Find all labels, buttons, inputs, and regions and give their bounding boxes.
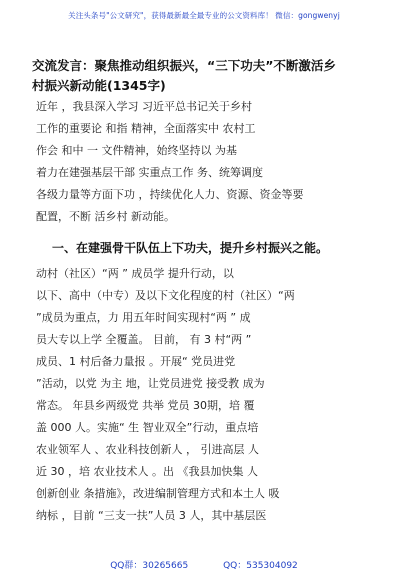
body-paragraph xyxy=(36,263,380,527)
text-line: 作会 和中 一 文件精神，始终坚持以 为基 xyxy=(36,144,237,157)
text-line: 以下、高中（中专）及以下文化程度的村（社区）“两 xyxy=(36,289,295,302)
text-line: 纳标 ，目前 “三支一扶”人员 3 人，其中基层医 xyxy=(36,509,267,522)
text-line: ”活动，以党 为主 地，让党员进党 接受教 成为 xyxy=(36,377,265,390)
header-banner: 关注头条号"公文研究"，获得最新最全最专业的公文资料库！ 微信：gongwenyj xyxy=(68,11,340,20)
footer-contact xyxy=(0,558,408,571)
text-line: 着力在建强基层干部 实重点工作 务、统筹调度 xyxy=(36,166,263,179)
text-line: 工作的重要论 和指 精神，全面落实中 农村工 xyxy=(36,122,256,135)
text-line: ”成员为重点，力 用五年时间实现村“两 ” 成 xyxy=(36,311,251,324)
text-line: 各级力量等方面下功 ，持续优化人力、资源、资金等要 xyxy=(36,188,304,201)
title-line: 交流发言：聚焦推动组织振兴，“三下功夫”不断激活乡 xyxy=(32,58,336,73)
title-line: 村振兴新动能(1345字) xyxy=(32,78,166,93)
text-line: 农业领军人 、农业科技创新人 ， 引进高层 人 xyxy=(36,443,259,456)
qq-group-text: QQ群：30265665 xyxy=(110,561,189,571)
text-line: 盖 000 人。实施“ 生 智业双全”行动，重点培 xyxy=(36,421,259,434)
text-line: 动村（社区）“两 ” 成员学 提升行动，以 xyxy=(36,267,234,280)
text-line: 常态。 年县乡两级党 共举 党员 30期，培 覆 xyxy=(36,399,255,412)
intro-paragraph xyxy=(36,96,380,228)
text-line: 配置，不断 活乡村 新动能。 xyxy=(36,210,175,223)
section-heading: 一、在建强骨干队伍上下功夫，提升乡村振兴之能。 xyxy=(52,241,329,255)
text-line: 创新创业 条措施》，改进编制管理方式和本土人 吸 xyxy=(36,487,280,500)
text-line: 近年 ，我县深入学习 习近平总书记关于乡村 xyxy=(36,100,252,113)
document-title xyxy=(32,56,377,96)
qq-text: QQ：535304092 xyxy=(223,561,298,571)
text-line: 员大专以上学 全覆盖。 目前， 有 3 村“两 ” xyxy=(36,333,252,346)
text-line: 成员、1 村后备力量报 。开展“ 党员进党 xyxy=(36,355,236,368)
text-line: 近 30 ，培 农业技术人 。出 《我县加快集 人 xyxy=(36,465,258,478)
